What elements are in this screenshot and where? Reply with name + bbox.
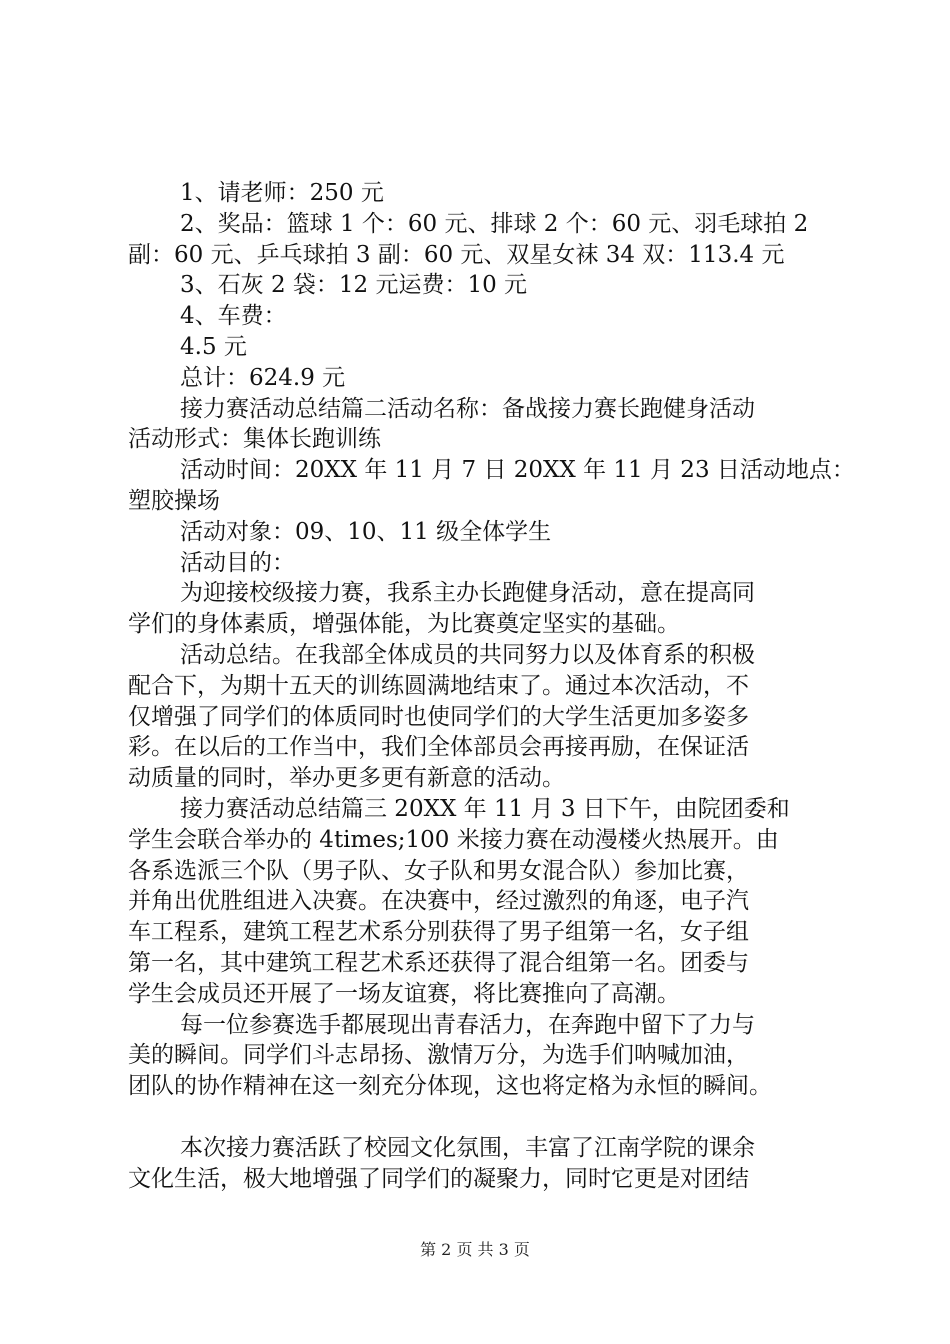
text-line: 车工程系，建筑工程艺术系分别获得了男子组第一名，女子组 (128, 919, 749, 946)
text-line: 动质量的同时，举办更多更有新意的活动。 (128, 765, 565, 792)
text-line: 塑胶操场 (128, 487, 220, 514)
text-line: 为迎接校级接力赛，我系主办长跑健身活动，意在提高同 (180, 580, 755, 607)
text-line: 仅增强了同学们的体质同时也使同学们的大学生活更加多姿多 (128, 703, 749, 730)
text-line: 每一位参赛选手都展现出青春活力，在奔跑中留下了力与 (180, 1011, 755, 1038)
text-line: 学生会成员还开展了一场友谊赛，将比赛推向了高潮。 (128, 980, 680, 1007)
document-body (128, 178, 855, 1194)
text-line: 3、石灰 2 袋：12 元运费：10 元 (180, 272, 528, 299)
text-line: 活动总结。在我部全体成员的共同努力以及体育系的积极 (180, 641, 755, 668)
text-line: 各系选派三个队（男子队、女子队和男女混合队）参加比赛， (128, 857, 749, 884)
text-line: 副：60 元、乒乓球拍 3 副：60 元、双星女袜 34 双：113.4 元 (128, 241, 785, 268)
text-line: 美的瞬间。同学们斗志昂扬、激情万分，为选手们呐喊加油， (128, 1042, 749, 1069)
text-line: 1、请老师：250 元 (180, 180, 384, 206)
text-line: 团队的协作精神在这一刻充分体现，这也将定格为永恒的瞬间。 (128, 1073, 772, 1100)
text-line: 4、车费： (180, 303, 287, 330)
paragraph-gap (128, 1102, 840, 1133)
text-line: 活动时间：20XX 年 11 月 7 日 20XX 年 11 月 23 日活动地点： (180, 457, 855, 484)
text-line: 接力赛活动总结篇三 20XX 年 11 月 3 日下午，由院团委和 (180, 795, 790, 822)
text-line: 2、奖品：篮球 1 个：60 元、排球 2 个：60 元、羽毛球拍 2 (180, 210, 809, 237)
text-line: 4.5 元 (180, 333, 247, 360)
text-line: 总计：624.9 元 (180, 364, 346, 391)
text-line: 学生会联合举办的 4times;100 米接力赛在动漫楼火热展开。由 (128, 826, 779, 853)
text-line: 本次接力赛活跃了校园文化氛围，丰富了江南学院的课余 (180, 1134, 755, 1161)
text-line: 并角出优胜组进入决赛。在决赛中，经过激烈的角逐，电子汽 (128, 888, 749, 915)
text-line: 配合下，为期十五天的训练圆满地结束了。通过本次活动，不 (128, 672, 749, 699)
text-line: 文化生活，极大地增强了同学们的凝聚力，同时它更是对团结 (128, 1165, 749, 1192)
text-line: 接力赛活动总结篇二活动名称：备战接力赛长跑健身活动 (180, 395, 755, 422)
page-number-footer: 第 2 页 共 3 页 (420, 1240, 530, 1259)
text-line: 活动对象：09、10、11 级全体学生 (180, 518, 552, 545)
text-line: 彩。在以后的工作当中，我们全体部员会再接再励，在保证活 (128, 734, 749, 761)
text-line: 活动目的： (180, 549, 295, 576)
text-line: 学们的身体素质，增强体能，为比赛奠定坚实的基础。 (128, 611, 680, 638)
text-line: 第一名，其中建筑工程艺术系还获得了混合组第一名。团委与 (128, 949, 749, 976)
text-line: 活动形式：集体长跑训练 (128, 426, 381, 453)
